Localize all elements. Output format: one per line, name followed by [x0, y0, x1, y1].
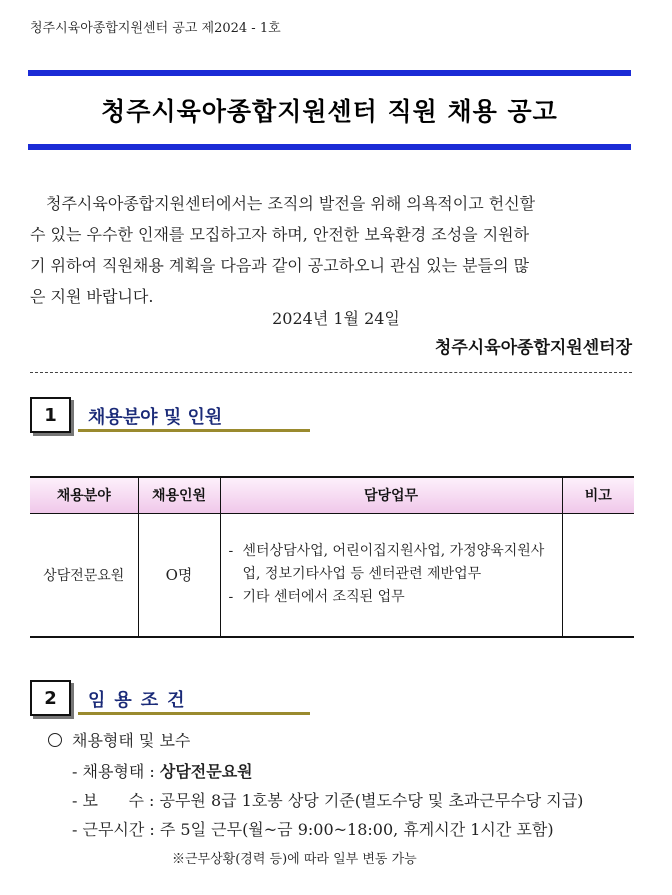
circle-bullet-icon: [48, 733, 62, 747]
header-note: 비고: [562, 477, 634, 513]
conditions-heading: [48, 728, 190, 751]
section-1-heading: [30, 397, 290, 437]
intro-paragraph: [30, 188, 632, 312]
cell-duties: [220, 513, 562, 637]
announcement-date: 2024년 1월 24일: [272, 309, 400, 328]
intro-line: 수 있는 우수한 인재를 모집하고자 하며, 안전한 보육환경 조성을 지원하: [30, 225, 530, 244]
title-band: [28, 70, 631, 150]
condition-value: 공무원 8급 1호봉 상당 기준(별도수당 및 초과근무수당 지급): [159, 791, 584, 810]
section-2-heading: [30, 680, 290, 720]
condition-row: [72, 817, 554, 840]
title-top-rule: [28, 70, 631, 76]
condition-row: [72, 759, 253, 782]
duty-text: 센터상담사업, 어린이집지원사업, 가정양육지원사업, 정보기타사업 등 센터관련 제반업무: [242, 543, 545, 583]
section-number: 2: [30, 680, 71, 716]
condition-label: - 보 수 :: [72, 791, 160, 810]
header-field: 채용분야: [30, 477, 138, 513]
cell-field: 상담전문요원: [30, 513, 138, 637]
section-title: 임용조건: [88, 690, 194, 711]
intro-line: 기 위하여 직원채용 계획을 다음과 같이 공고하오니 관심 있는 분들의 많: [30, 256, 530, 275]
condition-value: 상담전문요원: [159, 762, 253, 781]
cell-count: O명: [138, 513, 220, 637]
notice-number: 청주시육아종합지원센터 공고 제2024 - 1호: [30, 21, 281, 36]
signer: 청주시육아종합지원센터장: [434, 338, 632, 358]
intro-line: 청주시육아종합지원센터에서는 조직의 발전을 위해 의욕적이고 헌신할: [46, 194, 536, 213]
duty-text: 기타 센터에서 조직된 업무: [242, 589, 405, 606]
intro-line: 은 지원 바랍니다.: [30, 287, 154, 306]
recruitment-table: [30, 476, 634, 638]
title-bottom-rule: [28, 144, 631, 150]
section-number: 1: [30, 397, 71, 433]
section-underline: [78, 429, 310, 432]
table-header-row: [30, 477, 634, 513]
header-count: 채용인원: [138, 477, 220, 513]
duty-item: - 기타 센터에서 조직된 업무: [228, 589, 405, 606]
section-title: 채용분야 및 인원: [88, 407, 223, 428]
section-divider: [30, 372, 632, 373]
footnote: ※근무상황(경력 등)에 따라 일부 변동 가능: [172, 852, 417, 867]
conditions-heading-text: 채용형태 및 보수: [72, 731, 191, 750]
condition-label: - 채용형태 :: [72, 762, 160, 781]
cell-note: [562, 513, 634, 637]
condition-label: - 근무시간 :: [72, 820, 160, 839]
table-row: [30, 513, 634, 637]
condition-value: 주 5일 근무(월~금 9:00~18:00, 휴게시간 1시간 포함): [159, 820, 554, 839]
document-title: 청주시육아종합지원센터 직원 채용 공고: [101, 97, 558, 126]
header-duties: 담당업무: [220, 477, 562, 513]
condition-row: [72, 788, 583, 811]
duty-item: - 센터상담사업, 어린이집지원사업, 가정양육지원사업, 정보기타사업 등 센터관련 제반업무: [228, 543, 545, 583]
section-underline: [78, 712, 310, 715]
